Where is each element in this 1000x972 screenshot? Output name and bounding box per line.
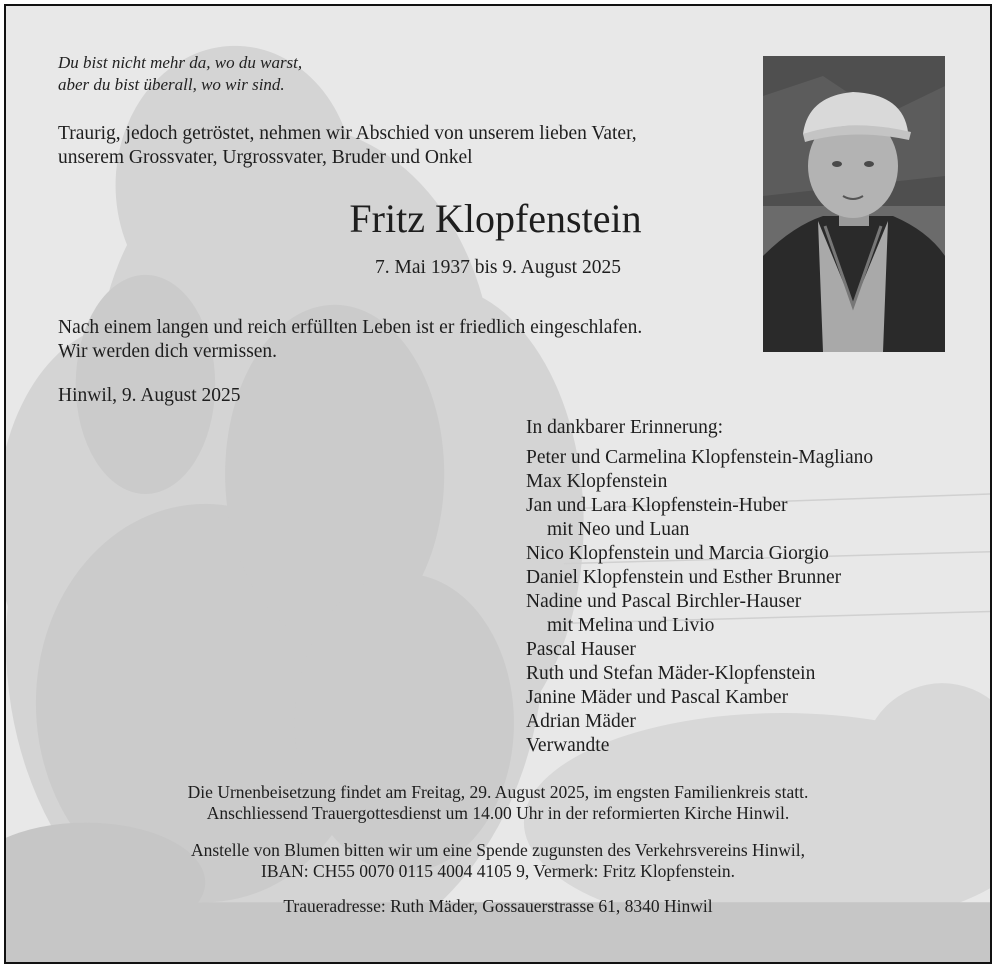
donation-line-2: IBAN: CH55 0070 0115 4004 4105 9, Vermerk: Fritz Klopfenstein. [261, 861, 735, 881]
donation-line-1: Anstelle von Blumen bitten wir um eine Spende zugunsten des Verkehrsvereins Hinwil, [190, 840, 805, 860]
mourner-entry: Daniel Klopfenstein und Esther Brunner [526, 567, 842, 588]
place-date: Hinwil, 9. August 2025 [58, 385, 241, 406]
quote-line-2: aber du bist überall, wo wir sind. [58, 75, 285, 94]
mourner-entry: Adrian Mäder [526, 711, 636, 732]
ceremony-line-1: Die Urnenbeisetzung findet am Freitag, 29. August 2025, im engsten Familienkreis statt. [187, 782, 809, 802]
mourners-heading: In dankbarer Erinnerung: [526, 417, 724, 438]
mourner-entry: Peter und Carmelina Klopfenstein-Magliano [526, 447, 874, 468]
mourner-entry: Jan und Lara Klopfenstein-Huber [526, 495, 788, 516]
mourner-entry: Ruth und Stefan Mäder-Klopfenstein [526, 663, 816, 684]
mourners-list [526, 446, 873, 758]
mourner-entry: Nadine und Pascal Birchler-Hauser [526, 591, 802, 612]
mourner-entry: Max Klopfenstein [526, 471, 668, 492]
mourner-entry: Pascal Hauser [526, 639, 636, 660]
mourner-entry: mit Neo und Luan [547, 519, 690, 540]
mourner-entry: Nico Klopfenstein und Marcia Giorgio [526, 543, 829, 564]
mourner-entry: Janine Mäder und Pascal Kamber [526, 687, 789, 708]
obituary-notice [4, 4, 992, 964]
intro-line-1: Traurig, jedoch getröstet, nehmen wir Abschied von unserem lieben Vater, [58, 123, 637, 144]
mourner-entry: Verwandte [526, 735, 610, 756]
portrait-photo [763, 56, 945, 352]
quote-line-1: Du bist nicht mehr da, wo du warst, [58, 53, 303, 72]
mourning-address: Traueradresse: Ruth Mäder, Gossauerstrasse 61, 8340 Hinwil [283, 896, 713, 916]
ceremony-line-2: Anschliessend Trauergottesdienst um 14.00 Uhr in der reformierten Kirche Hinwil. [206, 803, 790, 823]
deceased-name: Fritz Klopfenstein [349, 196, 642, 241]
mourner-entry: mit Melina und Livio [547, 615, 715, 636]
message-line-2: Wir werden dich vermissen. [58, 341, 278, 362]
life-dates: 7. Mai 1937 bis 9. August 2025 [375, 257, 621, 278]
message-line-1: Nach einem langen und reich erfüllten Leben ist er friedlich eingeschlafen. [58, 317, 643, 338]
intro-line-2: unserem Grossvater, Urgrossvater, Bruder und Onkel [58, 147, 473, 168]
